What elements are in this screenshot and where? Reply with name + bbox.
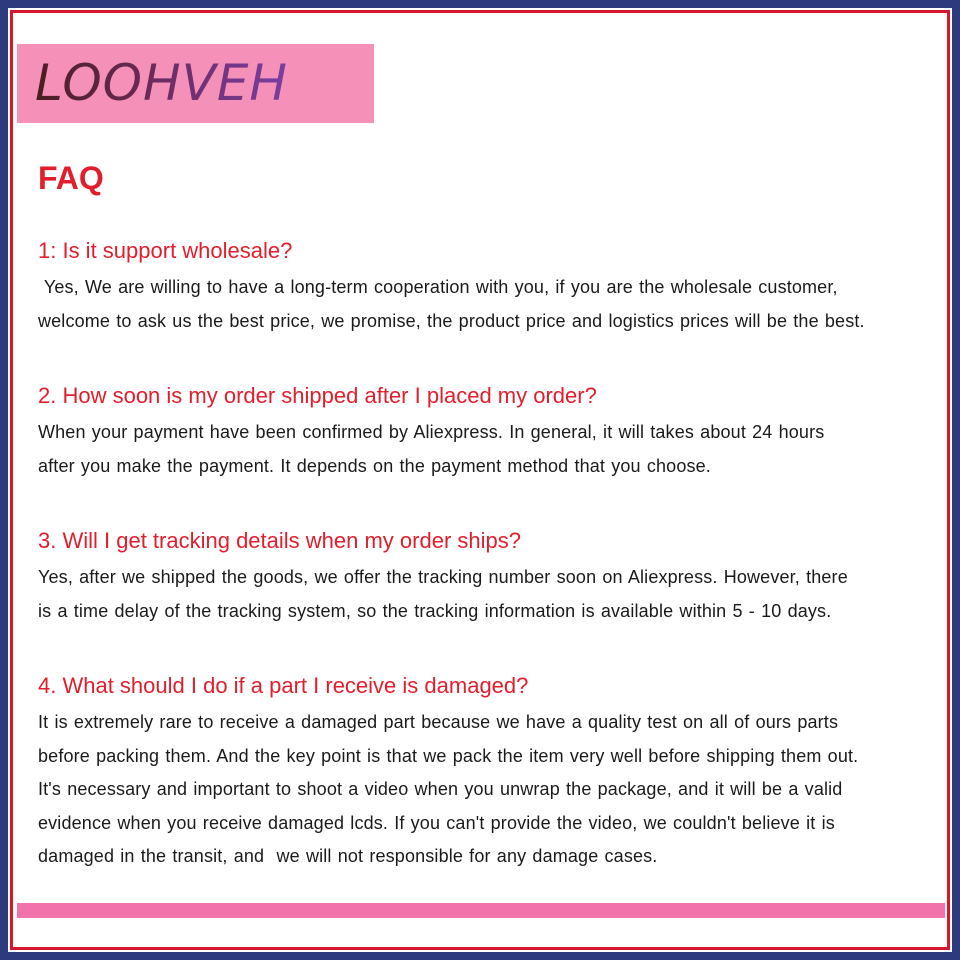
faq-question: 2. How soon is my order shipped after I placed my order? xyxy=(38,383,597,408)
faq-answer-line: welcome to ask us the best price, we promise, the product price and logistics prices will be the best. xyxy=(38,310,865,331)
faq-answer-line: Yes, after we shipped the goods, we offer the tracking number soon on Aliexpress. However, there xyxy=(38,567,848,587)
bottom-divider-bar xyxy=(17,903,945,918)
faq-item-wholesale xyxy=(38,231,943,338)
faq-answer-line: Yes, We are willing to have a long-term cooperation with you, if you are the wholesale customer, xyxy=(38,277,838,297)
faq-question: 4. What should I do if a part I receive is damaged? xyxy=(38,673,529,698)
faq-answer-line: evidence when you receive damaged lcds. If you can't provide the video, we couldn't believe it is xyxy=(38,812,835,833)
faq-item-shipping-time xyxy=(38,376,943,483)
faq-answer xyxy=(38,561,943,628)
faq-answer-line: When your payment have been confirmed by Aliexpress. In general, it will takes about 24 hours xyxy=(38,422,825,442)
faq-answer xyxy=(38,271,943,338)
faq-answer xyxy=(38,416,943,483)
faq-item-damaged-part xyxy=(38,666,943,874)
faq-question: 1: Is it support wholesale? xyxy=(38,238,293,263)
faq-answer-line: damaged in the transit, and we will not responsible for any damage cases. xyxy=(38,846,658,866)
faq-answer-line: It is extremely rare to receive a damaged part because we have a quality test on all of ours parts xyxy=(38,712,839,732)
faq-answer-line: before packing them. And the key point is that we pack the item very well before shipping them out. xyxy=(38,745,859,766)
brand-logo-text: LOOHVEH xyxy=(35,54,289,112)
faq-answer-line: is a time delay of the tracking system, so the tracking information is available within 5 - 10 days. xyxy=(38,600,832,621)
faq-question: 3. Will I get tracking details when my order ships? xyxy=(38,528,521,553)
faq-list xyxy=(38,231,943,874)
faq-answer-line: after you make the payment. It depends on the payment method that you choose. xyxy=(38,455,711,476)
faq-answer xyxy=(38,706,943,874)
page-title: FAQ xyxy=(38,160,104,196)
faq-answer-line: It's necessary and important to shoot a video when you unwrap the package, and it will be a valid xyxy=(38,779,843,799)
faq-item-tracking xyxy=(38,521,943,628)
brand-logo xyxy=(17,44,374,123)
